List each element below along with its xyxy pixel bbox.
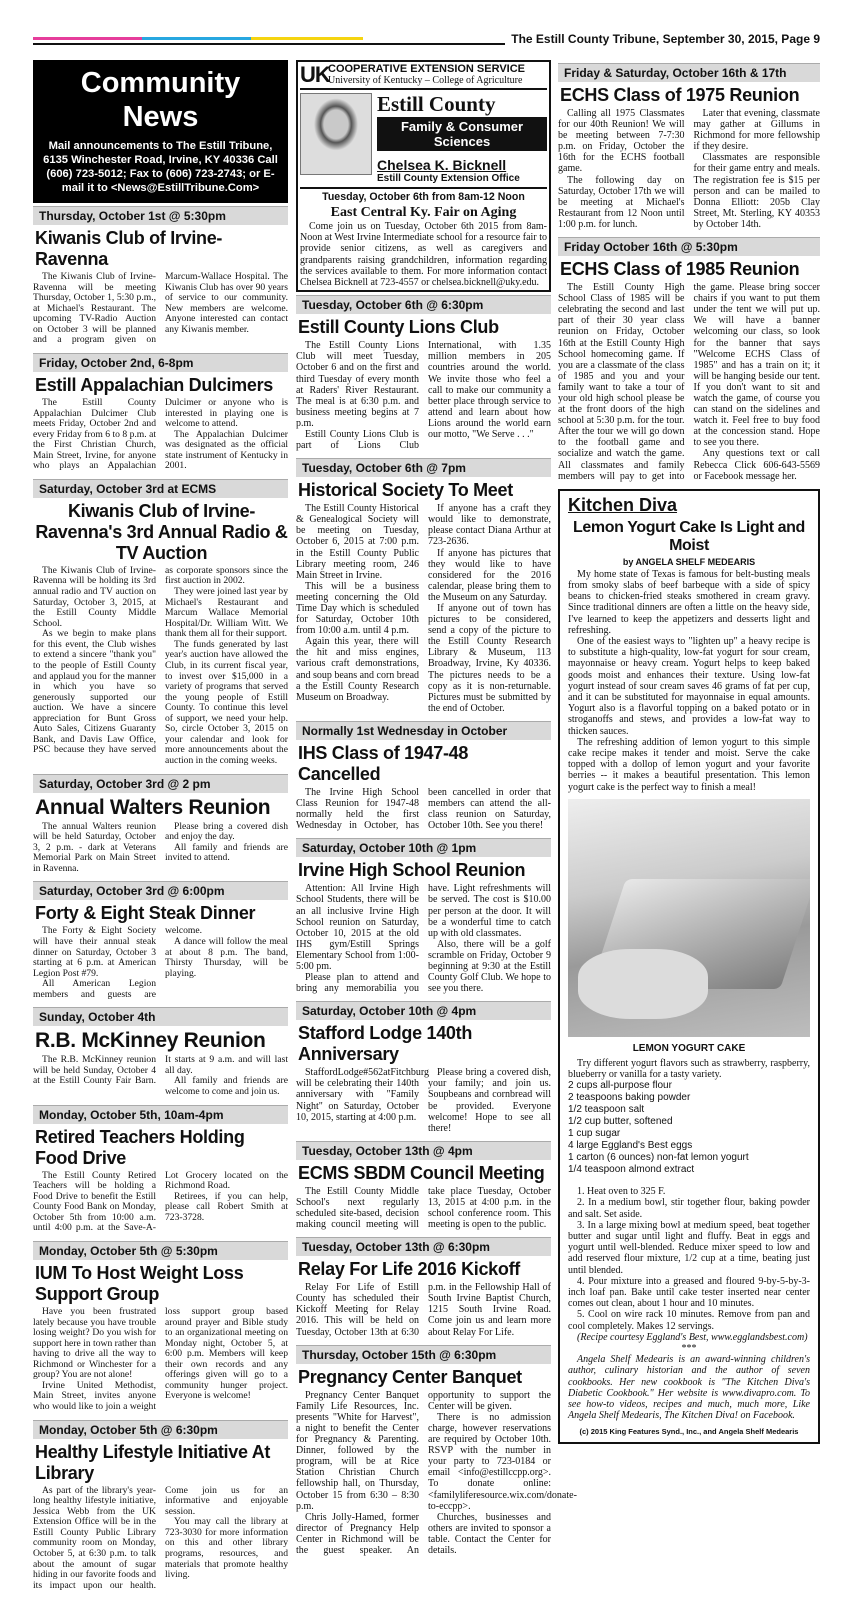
article-headline: R.B. McKinney Reunion — [35, 1029, 266, 1053]
recipe-step: 5. Cool on wire rack 10 minutes. Remove from pan and cool completely. Makes 12 servings. — [568, 1309, 810, 1332]
ingredient: 2 cups all-purpose flour — [568, 1080, 672, 1092]
article-body — [33, 1307, 288, 1413]
article-paragraph: The funds generated by last year's auction have allowed the Club, in its current fiscal year, to invest over $15,000 in a variety of programs that served the young people of Estill County. To continue this level of support, we need your help. So, circle October 3, 2015 on your calendar and look for more announcements about the auction in the coming weeks. — [165, 638, 288, 766]
article-date-banner: Friday October 16th @ 5:30pm — [558, 237, 820, 256]
ingredient: 1 carton (6 ounces) non-fat lemon yogurt — [568, 1152, 749, 1164]
color-bar — [33, 37, 363, 40]
byline: by ANGELA SHELF MEDEARIS — [622, 556, 756, 567]
article-paragraph: The Appalachian Dulcimer was designated as the official state instrument of Kentucky in 2001. — [165, 428, 288, 472]
article-paragraph: Irvine United Methodist, Main Street, invites anyone who would like to join a weight loss support group based around prayer and Bible study to an organizational meeting on Monday night, October 5, at 6:00 p.m. Members will keep their own records and any offerings given will go to a community hunger project. Everyone is welcome! — [33, 1305, 288, 1412]
ingredient-list — [568, 1080, 810, 1176]
article-paragraph: Please bring a covered dish, your family; and join us. Soupbeans and cornbread will be provided. Everyone welcome! Hope to see all there! — [428, 1067, 551, 1134]
agent-photo — [300, 93, 372, 175]
article-paragraph: The Kiwanis Club of Irvine-Ravenna will be meeting Thursday, October 1, 5:30 p.m., at Michael's Restaurant. The upcoming TV-Radio Auction on October 3 will be planned and a program given on Marcum-Wallace Hospital. The Kiwanis Club has over 90 years of service to our community. New members are welcome. Anyone interested can contact any Kiwanis member. — [33, 271, 288, 346]
ingredient: 1/2 teaspoon salt — [568, 1104, 645, 1116]
article-body — [558, 282, 820, 482]
article-body — [296, 787, 551, 831]
article-body — [33, 566, 288, 767]
kitchen-paragraph: One of the easiest ways to "lighten up" a heavy recipe is to substitute a high-quality, low-fat yogurt for sour cream, mayonnaise or heavy cream. Yogurt helps to keep baked goods moist and enhances their texture. Using low-fat yogurt instead of sour cream saves 46 grams of fat per cup, and it can be substituted for mayonnaise in equal amounts. Yogurt also is a flavorful topping on a baked potato or in stroganoffs and stews, and provides a low-fat way to thicken sauces. — [568, 635, 810, 737]
article-body — [296, 1282, 551, 1337]
recipe-step: 1. Heat oven to 325 F. — [577, 1186, 666, 1198]
article-paragraph: Please bring a covered dish and enjoy the day. — [165, 820, 288, 843]
article-paragraph: Classmates are responsible for their game entry and meals. The registration fee is $15 per person and can be mailed to Donna Elliott: 205b Clay Street, Mt. Sterling, KY 40353 by October 14th. — [693, 152, 820, 230]
article-body — [33, 926, 288, 1000]
article-date-banner: Monday, October 5th, 10am-4pm — [33, 1105, 288, 1124]
article-headline: Annual Walters Reunion — [35, 795, 271, 819]
recipe-step: 2. In a medium bowl, stir together flour, baking powder and salt. Set aside. — [568, 1197, 810, 1220]
kitchen-body — [568, 569, 810, 793]
article-paragraph: As we begin to make plans for this event, the Club wishes to extend a sincere "thank you" to the people of Estill County and applaud you for the manner in which you have so generously supported our auction. We have a sincere appreciation for Bunt Gross Auto Sales, Citizens Guaranty Bank, and Davis Law Office, PSC because they have served as corporate sponsors since the first auction in 2002. — [33, 564, 288, 756]
agent-name: Chelsea K. Bicknell — [377, 157, 507, 173]
article-headline: Retired Teachers Holding Food Drive — [35, 1126, 245, 1168]
article-headline: Irvine High School Reunion — [298, 860, 526, 881]
article-paragraph: You may call the library at 723-3030 for more information on this and other library programs, resources, and materials that promote healthy living. — [165, 1516, 288, 1581]
ingredient: 1 cup sugar — [568, 1128, 621, 1140]
article-paragraph: All American Legion members and guests are welcome. — [33, 925, 203, 1000]
article-headline: Pregnancy Center Banquet — [298, 1366, 522, 1387]
article-body — [33, 1171, 288, 1234]
column-left — [33, 60, 288, 1595]
article-paragraph: If anyone out of town has pictures to be considered, send a copy of the picture to the Estill County Research Library & Museum, 113 Broadway, Irvine, Ky 40336. The pictures needs to be a copy as it is non-returnable. Pictures must be submitted by the end of October. — [428, 603, 551, 714]
article-paragraph: The Estill County Historical & Genealogical Society will be meeting on Tuesday, October 6, 2015 at 7:00 p.m. in the Estill County Public Library meeting room, 246 Main Street in Irvine. — [296, 503, 419, 581]
article-headline: Healthy Lifestyle Initiative At Library — [35, 1441, 271, 1483]
article-paragraph: There is no admission charge, however reservations are required by October 10th. RSVP with the number in your party to 723-0184 or email <info@estillccpp.org>. To donate online: <familyliferesource.wix.com/donate-to-eccpp>. — [428, 1411, 577, 1512]
article-date-banner: Saturday, October 10th @ 4pm — [296, 1001, 551, 1020]
article-date-banner: Tuesday, October 13th @ 4pm — [296, 1141, 551, 1160]
page-header — [33, 34, 820, 48]
ingredient: 4 large Eggland's Best eggs — [568, 1140, 693, 1152]
article-paragraph: The Kiwanis Club of Irvine-Ravenna will be holding its 3rd annual radio and TV auction on Saturday, October 3, 2015, at the Estill County Middle School. — [33, 564, 156, 629]
stars: *** — [681, 1343, 697, 1355]
office-name: Estill County Extension Office — [377, 173, 520, 184]
article-paragraph: The Estill County Lions Club will meet Tuesday, October 6 and on the first and third Tuesday of every month at Raders' River Restaurant. The meal is at 6:30 p.m. and business meeting begins at 7 p.m. — [296, 340, 419, 429]
article-paragraph: Relay For Life of Estill County has scheduled their Kickoff Meeting for Relay 2016. This will be held on Tuesday, October 13th at 6:30 p.m. in the Fellowship Hall of South Irvine Baptist Church, 1215 South Irvine Road. Come join us and learn more about Relay For Life. — [296, 1282, 551, 1338]
article-body — [558, 108, 820, 230]
article-body — [296, 1389, 577, 1556]
article-paragraph: Any questions text or call Rebecca Click 606-643-5569 or Facebook message her. — [693, 448, 820, 482]
article-paragraph: StaffordLodge#562atFitchburg will be celebrating their 140th anniversary with "Family Night" on Saturday, October 10, 2015, starting at 4:00 p.m. — [296, 1067, 430, 1123]
article-body — [296, 1067, 551, 1134]
article-paragraph: If anyone has a craft they would like to demonstrate, please contact Diana Arthur at 723-2636. — [428, 503, 551, 548]
copyright: (c) 2015 King Features Synd., Inc., and Angela Shelf Medearis — [579, 1427, 799, 1437]
recipe-intro-wrap — [568, 1058, 810, 1080]
article-headline: ECHS Class of 1985 Reunion — [560, 259, 800, 280]
column-middle — [296, 60, 577, 1560]
article-paragraph: All family and friends are welcome to come and join us. — [165, 1075, 288, 1097]
community-news-box — [33, 60, 288, 203]
article-paragraph: The following day on Saturday, October 17th we will be meeting at Michael's Restaurant from 12 Noon until 1:00 p.m. for lunch. — [558, 174, 685, 230]
article-date-banner: Friday & Saturday, October 16th & 17th — [558, 63, 820, 82]
article-date-banner: Normally 1st Wednesday in October — [296, 721, 551, 740]
article-paragraph: The Estill County Retired Teachers will be holding a Food Drive to benefit the Estill County Food Bank on Monday, October 5th from 10:00 a.m. until 4:00 p.m. at the Save-A-Lot Grocery located on the Richmond Road. — [33, 1169, 288, 1234]
article-paragraph: The Estill County Appalachian Dulcimer Club meets Friday, October 2nd and every Friday from 6 to 8 p.m. at the First Christian Church, Main Street, Irvine, for anyone who plays an Appalachian Dulcimer or anyone who is interested in playing one is welcome to attend. — [33, 396, 288, 472]
article-paragraph: The Estill County Middle School's next regularly scheduled site-based, decision making council meeting will take place Tuesday, October 13, 2015 at 4:00 p.m. in the school conference room. This meeting is open to the public. — [296, 1185, 551, 1231]
article-paragraph: As part of the library's year-long healthy lifestyle initiative, Jessica Webb from the UK Extension Office will be in the Estill County Public Library community room on Monday, October 5, at 6:30 p.m. to talk about the amount of sugar hiding in our favorite foods and its impact upon our health. Come join us for an informative and enjoyable session. — [33, 1484, 288, 1591]
photo-caption: LEMON YOGURT CAKE — [632, 1042, 746, 1054]
article-paragraph: Later that evening, classmate may gather at Gillums in Richmond for more fellowship if they desire. — [693, 108, 820, 153]
article-paragraph: Estill County Lions Club is part of Lions Club International, with 1.35 million members in 205 countries around the world. We invite those who feel a call to make our community a better place through service to attend and learn about how Lions around the world earn our motto, "We Serve . . ." — [296, 340, 551, 452]
university-line: University of Kentucky – College of Agriculture — [328, 75, 523, 86]
article-date-banner: Tuesday, October 6th @ 6:30pm — [296, 295, 551, 314]
kitchen-paragraph: The refreshing addition of lemon yogurt to this simple cake recipe makes it tender and moist. Serve the cake topped with a dollop of lemon yogurt and your favorite berries -- it makes a beautiful presentation. This lemon yogurt cake is the perfect way to finish a meal! — [568, 736, 810, 793]
article-paragraph: If anyone has pictures that they would like to have considered for the 2016 calendar, please bring them to the Museum on any Saturday. — [428, 547, 551, 603]
author-bio: Angela Shelf Medearis is an award-winning children's author, culinary historian and the author of seven cookbooks. Her new cookbook is "The Kitchen Diva's Diabetic Cookbook." Her website is www.divapro.com. To see how-to videos, recipes and much, much more, Like Angela Shelf Medearis, The Kitchen Diva! on Facebook. — [568, 1354, 810, 1422]
extension-office-box — [296, 60, 551, 292]
article-paragraph: This will be a business meeting concerning the Old Time Day which is scheduled for Saturday, October 10th from 10:00 a.m. until 4 p.m. — [296, 580, 419, 637]
article-date-banner: Friday, October 2nd, 6-8pm — [33, 353, 288, 372]
article-paragraph: They were joined last year by Michael's Restaurant and Marcum Wallace Memorial Hospital/Dr. William Witt. We thank them all for their support. — [165, 586, 288, 640]
article-body — [296, 503, 551, 714]
article-paragraph: Pregnancy Center Banquet Family Life Resources, Inc. presents "White for Harvest", a night to benefit the Center for Pregnancy & Parenting. Dinner, followed by the program, will be at Rice Station Christian Church fellowship hall, on Thursday, October 15 from 6:30 – 8:30 p.m. — [296, 1389, 419, 1512]
ingredient: 1/2 cup butter, softened — [568, 1116, 673, 1128]
article-paragraph: Attention: All Irvine High School Students, there will be an all inclusive Irvine High School reunion on Saturday, October 10, 2015 at the old IHS gym/Estill Springs Elementary School from 1:00-5:00 pm. — [296, 883, 419, 972]
recipe-courtesy: (Recipe courtesy Eggland's Best, www.egglandsbest.com) — [577, 1331, 808, 1343]
plate — [578, 949, 708, 1019]
article-paragraph: The Forty & Eight Society will have their annual steak dinner on Saturday, October 3 starting at 6 p.m. at American Legion Post #79. — [33, 925, 156, 979]
recipe-steps — [568, 1186, 810, 1421]
mail-instructions: Mail announcements to The Estill Tribune, 6135 Winchester Road, Irvine, KY 40336 Call (606) 723-5012; Fax to (606) 723-2743; or E-mail it to <News@EstillTribune.Com> — [43, 140, 278, 194]
fair-title: East Central Ky. Fair on Aging — [330, 205, 517, 220]
article-headline: Forty & Eight Steak Dinner — [35, 903, 256, 924]
uk-logo: UK — [300, 62, 330, 87]
cake-photo — [568, 799, 810, 1037]
article-headline: Estill County Lions Club — [298, 317, 499, 338]
article-headline: IHS Class of 1947-48 Cancelled — [298, 742, 469, 784]
article-paragraph: Please plan to attend and bring any memorabilia you have. Light refreshments will be served. The cost is $10.00 per person at the door. It will be a wonderful time to catch up with old classmates. — [296, 883, 551, 995]
article-headline: Kiwanis Club of Irvine-Ravenna — [35, 228, 223, 269]
article-body — [33, 1055, 288, 1097]
article-paragraph: The R.B. McKinney reunion will be held Sunday, October 4 at the Estill County Fair Barn. It starts at 9 a.m. and will last all day. — [33, 1054, 288, 1087]
recipe-intro: Try different yogurt flavors such as strawberry, raspberry, blueberry or vanilla for a tasty variety. — [568, 1057, 810, 1080]
article-date-banner: Monday, October 5th @ 6:30pm — [33, 1420, 288, 1439]
article-headline: Kiwanis Club of Irvine-Ravenna's 3rd Annual Radio & TV Auction — [35, 500, 288, 563]
article-headline: ECMS SBDM Council Meeting — [298, 1162, 545, 1183]
article-paragraph: Calling all 1975 Classmates for our 40th Reunion! We will be meeting between 7-7:30 p.m. on Friday, October the 16th for the ECHS football game. — [558, 108, 685, 175]
article-date-banner: Thursday, October 15th @ 6:30pm — [296, 1345, 551, 1364]
article-paragraph: The Estill County High School Class of 1985 will be celebrating the second and last part of their 30 year class reunion on Friday, October 16th at the Estill County High School homecoming game. If you are a classmate of the class of 1985 and you and your family want to take a tour of your old high school please be at the front doors of the high school at 5:30 p.m. for the tour. After the tour we will go down to the football game and socialize and watch the game. All classmates and family members will pay to get into the game. Please bring soccer chairs if you want to put them under the tent we will put up. We will have a banner welcoming our class, so look for the banner that says "Welcome ECHS Class of 1985" and has a train on it; it will be hanging beside our tent. If you don't want to sit and watch the game, of course you can stand on the sidelines and watch it. Feel free to buy food at the concession stand. Hope to see you there. — [558, 282, 820, 482]
article-paragraph: All family and friends are invited to attend. — [165, 841, 288, 864]
ingredient: 1/4 teaspoon almond extract — [568, 1164, 695, 1176]
kitchen-paragraph: My home state of Texas is famous for belt-busting meals from smoky slabs of beef barbeque with a side of spicy beans to chicken-fried steaks smothered in cream gravy. Since traditional dinners are often a little on the heavy side, I've learned to keep the appetizers and desserts light and refreshing. — [568, 568, 810, 636]
article-body — [296, 883, 551, 994]
article-paragraph: Have you been frustrated lately because you have trouble losing weight? Do you wish for support here in town rather than having to drive all the way to Richmond or Winchester for a group? You are not alone! — [33, 1305, 156, 1381]
article-paragraph: The Irvine High School Class Reunion for 1947-48 normally held the first Wednesday in October, has been cancelled in order that members can attend the all-class reunion on Saturday, October 10th. See you there! — [296, 786, 551, 832]
ingredient: 2 teaspoons baking powder — [568, 1092, 691, 1104]
article-date-banner: Monday, October 5th @ 5:30pm — [33, 1241, 288, 1260]
article-body — [296, 1186, 551, 1230]
county-title: Estill County — [377, 92, 496, 116]
fair-text: Come join us on Tuesday, October 6th 2015 from 8am-Noon at West Irvine Intermediate school for a resource fair to provide senior citizens, as well as caregivers and grandparents raising grandchildren, information regarding the services available to them. For more information contact Chelsea Bicknell at 723-4557 or chelsea.bicknell@uky.edu. — [300, 221, 547, 289]
article-paragraph: Retirees, if you can help, please call Robert Smith at 723-3728. — [165, 1190, 288, 1223]
article-paragraph: Again this year, there will the hit and miss engines, various craft demonstrations, and soup beans and corn bread a the Estill County Research Museum on Broadway. — [296, 636, 420, 703]
recipe-step: 4. Pour mixture into a greased and floured 9-by-5-by-3-inch loaf pan. Bake until cake tester inserted near center comes out clean, about 1 hour and 10 minutes. — [568, 1275, 810, 1310]
article-body — [33, 398, 288, 472]
article-body — [296, 340, 551, 451]
article-paragraph: Also, there will be a golf scramble on Friday, October 9 beginning at 9:30 at the Estill County Golf Club. We hope to see you there. — [428, 938, 551, 995]
article-body — [33, 272, 288, 346]
article-headline: Relay For Life 2016 Kickoff — [298, 1259, 520, 1280]
fcs-label: Family & Consumer Sciences — [377, 117, 547, 151]
article-date-banner: Saturday, October 3rd @ 2 pm — [33, 774, 288, 793]
column-right — [558, 60, 820, 1444]
article-paragraph: A dance will follow the meal at about 8 p.m. The band, Thirsty Thursday, will be playing. — [165, 935, 288, 979]
article-body — [33, 822, 288, 875]
article-date-banner: Saturday, October 10th @ 1pm — [296, 838, 551, 857]
article-headline: Stafford Lodge 140th Anniversary — [298, 1023, 473, 1065]
community-news-title: Community News — [80, 67, 241, 133]
kitchen-diva-title: Kitchen Diva — [568, 494, 678, 515]
article-date-banner: Sunday, October 4th — [33, 1007, 288, 1026]
article-paragraph: Churches, businesses and others are invited to sponsor a table. Contact the Center for details. — [428, 1511, 551, 1556]
article-headline: Estill Appalachian Dulcimers — [35, 374, 274, 395]
page-title: The Estill County Tribune, September 30, 2015, Page 9 — [505, 32, 820, 46]
article-headline: IUM To Host Weight Loss Support Group — [35, 1262, 244, 1304]
article-paragraph: Chris Jolly-Hamed, former director of Pregnancy Help Center in Richmond will be the guest speaker. An opportunity to support the Center will be given. — [296, 1389, 551, 1556]
article-date-banner: Tuesday, October 13th @ 6:30pm — [296, 1237, 551, 1256]
article-paragraph: The annual Walters reunion will be held Saturday, October 3, 2 p.m. - dark at Veterans Memorial Park on Main Street in Ravenna. — [33, 820, 156, 874]
recipe-step: 3. In a large mixing bowl at medium speed, beat together butter and sugar until light and fluffy. Beat in eggs and yogurt until well-blended. Reduce mixer speed to low and add reserved flour mixture, 1/2 cup at a time, beating just until blended. — [568, 1219, 810, 1276]
article-date-banner: Thursday, October 1st @ 5:30pm — [33, 206, 288, 225]
kitchen-diva-box — [558, 489, 820, 1445]
article-headline: Historical Society To Meet — [298, 480, 513, 501]
article-body — [33, 1486, 288, 1592]
article-date-banner: Saturday, October 3rd at ECMS — [33, 479, 288, 498]
event-date: Tuesday, October 6th from 8am-12 Noon — [300, 187, 547, 203]
article-date-banner: Tuesday, October 6th @ 7pm — [296, 458, 551, 477]
ces-title: COOPERATIVE EXTENSION SERVICE — [328, 63, 526, 75]
article-headline: ECHS Class of 1975 Reunion — [560, 85, 800, 105]
recipe-headline: Lemon Yogurt Cake Is Light and Moist — [573, 518, 805, 554]
article-date-banner: Saturday, October 3rd @ 6:00pm — [33, 881, 288, 900]
